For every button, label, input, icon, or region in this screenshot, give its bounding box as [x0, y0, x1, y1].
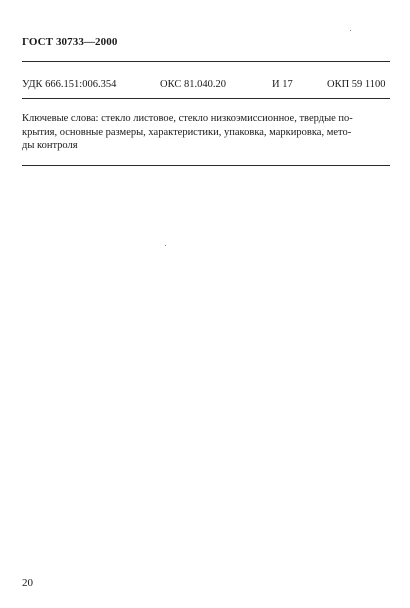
group-index: И 17: [272, 79, 293, 90]
udk-code: УДК 666.151:006.354: [22, 79, 117, 90]
scan-speck: [350, 30, 351, 31]
document-header: ГОСТ 30733—2000: [22, 36, 118, 48]
keywords-paragraph: [22, 112, 392, 153]
page-number: 20: [22, 577, 33, 589]
keywords-line: ды контроля: [22, 140, 78, 151]
oks-code: ОКС 81.040.20: [160, 79, 226, 90]
classification-codes: [22, 79, 394, 93]
top-divider: [22, 61, 390, 62]
middle-divider: [22, 98, 390, 99]
keywords-line: крытия, основные размеры, характеристики, упаковка, маркировка, мето-: [22, 126, 352, 138]
scan-speck: [165, 245, 166, 246]
bottom-divider: [22, 165, 390, 166]
okp-code: ОКП 59 1100: [327, 79, 386, 90]
keywords-line: Ключевые слова: стекло листовое, стекло низкоэмиссионное, твердые по-: [22, 113, 353, 124]
